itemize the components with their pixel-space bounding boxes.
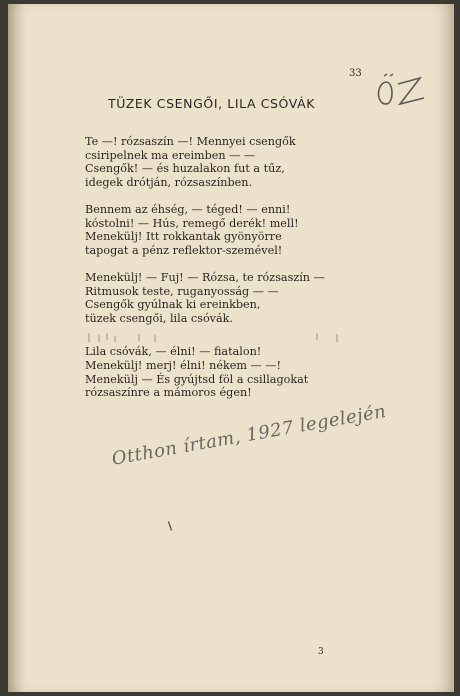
poem-line: Menekülj! Itt rokkantak gyönyörre — [85, 230, 282, 244]
page-number: 33 — [349, 68, 362, 79]
signature-mark: 3 — [318, 647, 324, 657]
poem-line: Menekülj! — Fuj! — Rózsa, te rózsaszín — — [85, 270, 325, 284]
poem-line: tüzek csengői, lila csóvák. — [85, 311, 233, 325]
poem-line: kóstolni! — Hús, remegő derék! mell! — [85, 216, 299, 230]
pencil-tick-mark — [168, 521, 172, 531]
spine-shadow — [8, 4, 26, 692]
stanza — [85, 203, 385, 257]
poem-line: Menekülj! merj! élni! nékem — —! — [85, 358, 281, 372]
bleed-through-marks — [85, 331, 385, 345]
stanza — [85, 135, 385, 189]
poem-line: Ritmusok teste, ruganyosság — — — [85, 284, 279, 298]
poem-title: TÜZEK CSENGŐI, LILA CSÓVÁK — [108, 96, 316, 111]
poem-line: Lila csóvák, — élni! — fiatalon! — [85, 345, 262, 359]
stanza — [85, 345, 385, 399]
poem-line: tapogat a pénz reflektor-szemével! — [85, 243, 283, 257]
poem-line: Csengők gyúlnak ki ereinkben, — [85, 298, 261, 312]
poem-line: Csengők! — és huzalakon fut a tűz, — [85, 162, 285, 176]
handwritten-note: Otthon írtam, 1927 legelején — [110, 400, 388, 470]
poem-line: Te —! rózsaszín —! Mennyei csengők — [85, 135, 296, 148]
poem-line: Menekülj — És gyújtsd föl a csillagokat — [85, 372, 309, 386]
poem-line: Bennem az éhség, — téged! — enni! — [85, 202, 291, 216]
stanza — [85, 271, 385, 325]
poem-line: idegek drótján, rózsaszínben. — [85, 175, 253, 189]
book-page — [8, 4, 454, 692]
poem-body — [85, 135, 385, 413]
poem-line: rózsaszínre a mámoros égen! — [85, 386, 252, 400]
pencil-annotation — [372, 70, 430, 110]
poem-line: csiripelnek ma ereimben — — — [85, 148, 256, 162]
